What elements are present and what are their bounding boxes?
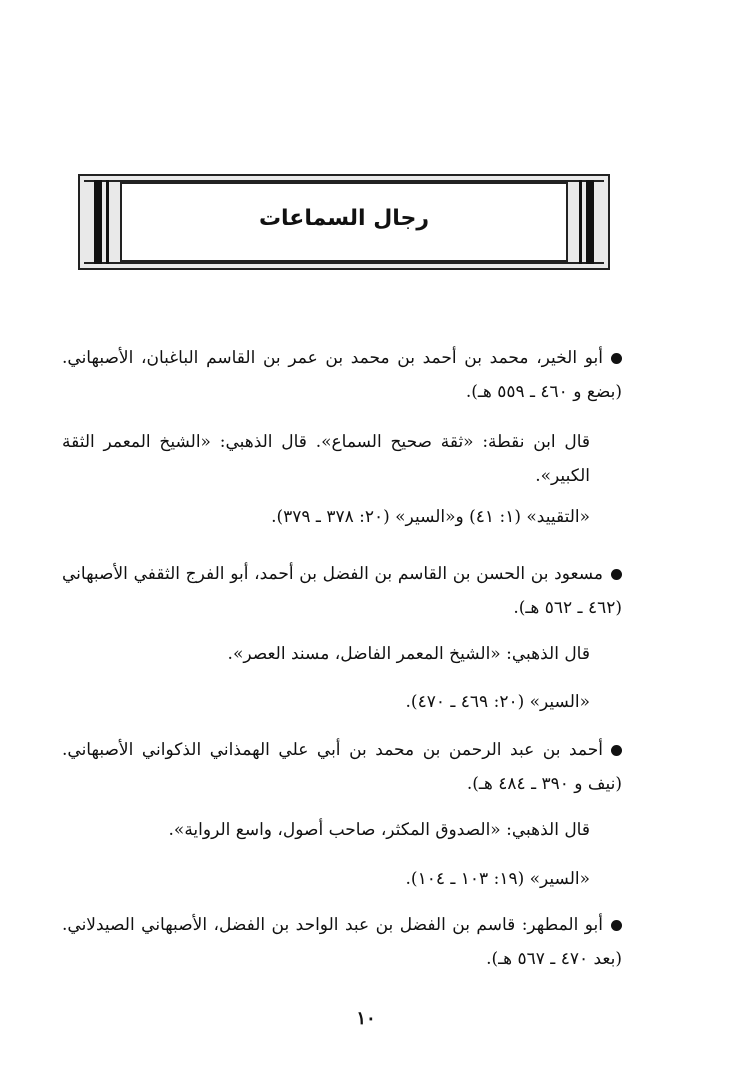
entry-2-name-text: مسعود بن الحسن بن القاسم بن الفضل بن أحمد، أبو الفرج الثقفي الأصبهاني (٤٦٢ ـ ٥٦٢ هـ). <box>62 564 622 618</box>
entry-2-name <box>62 557 622 625</box>
frame-rail-bottom <box>84 262 604 264</box>
entry-1-name-text: أبو الخير، محمد بن أحمد بن محمد بن عمر بن القاسم الباغبان، الأصبهاني. (بضع و ٤٦٠ ـ ٥٥٩ هـ). <box>62 348 622 402</box>
entry-3-reference: «السير» (١٩: ١٠٣ ـ ١٠٤). <box>405 869 590 889</box>
bullet-icon <box>611 745 622 756</box>
entry-1-name <box>62 341 622 409</box>
entry-2-quote: قال الذهبي: «الشيخ المعمر الفاضل، مسند العصر». <box>227 644 590 664</box>
entry-4-name-text: أبو المطهر: قاسم بن الفضل بن عبد الواحد بن الفضل، الأصبهاني الصيدلاني. (بعد ٤٧٠ ـ ٥٦٧ هـ). <box>62 915 622 969</box>
entry-1-reference: «التقييد» (١: ٤١) و«السير» (٢٠: ٣٧٨ ـ ٣٧٩). <box>271 507 590 527</box>
frame-post-right <box>586 180 594 264</box>
frame-post-left <box>94 180 102 264</box>
frame-post-right-thin <box>579 180 582 264</box>
title-frame-inner <box>120 182 568 262</box>
title-frame <box>78 174 610 270</box>
section-title: رجال السماعات <box>258 206 430 231</box>
page-number: ١٠ <box>356 1008 376 1029</box>
entry-3-quote: قال الذهبي: «الصدوق المكثر، صاحب أصول، واسع الرواية». <box>168 820 590 840</box>
bullet-icon <box>611 920 622 931</box>
bullet-icon <box>611 353 622 364</box>
entry-4-name <box>62 908 622 976</box>
frame-post-left-thin <box>106 180 109 264</box>
bullet-icon <box>611 569 622 580</box>
entry-3-name-text: أحمد بن عبد الرحمن بن محمد بن أبي علي الهمذاني الذكواني الأصبهاني. (نيف و ٣٩٠ ـ ٤٨٤ هـ). <box>62 740 622 794</box>
entry-1-quote: قال ابن نقطة: «ثقة صحيح السماع». قال الذهبي: «الشيخ المعمر الثقة الكبير». <box>62 432 590 486</box>
entry-3-name <box>62 733 622 801</box>
entry-2-reference: «السير» (٢٠: ٤٦٩ ـ ٤٧٠). <box>405 692 590 712</box>
